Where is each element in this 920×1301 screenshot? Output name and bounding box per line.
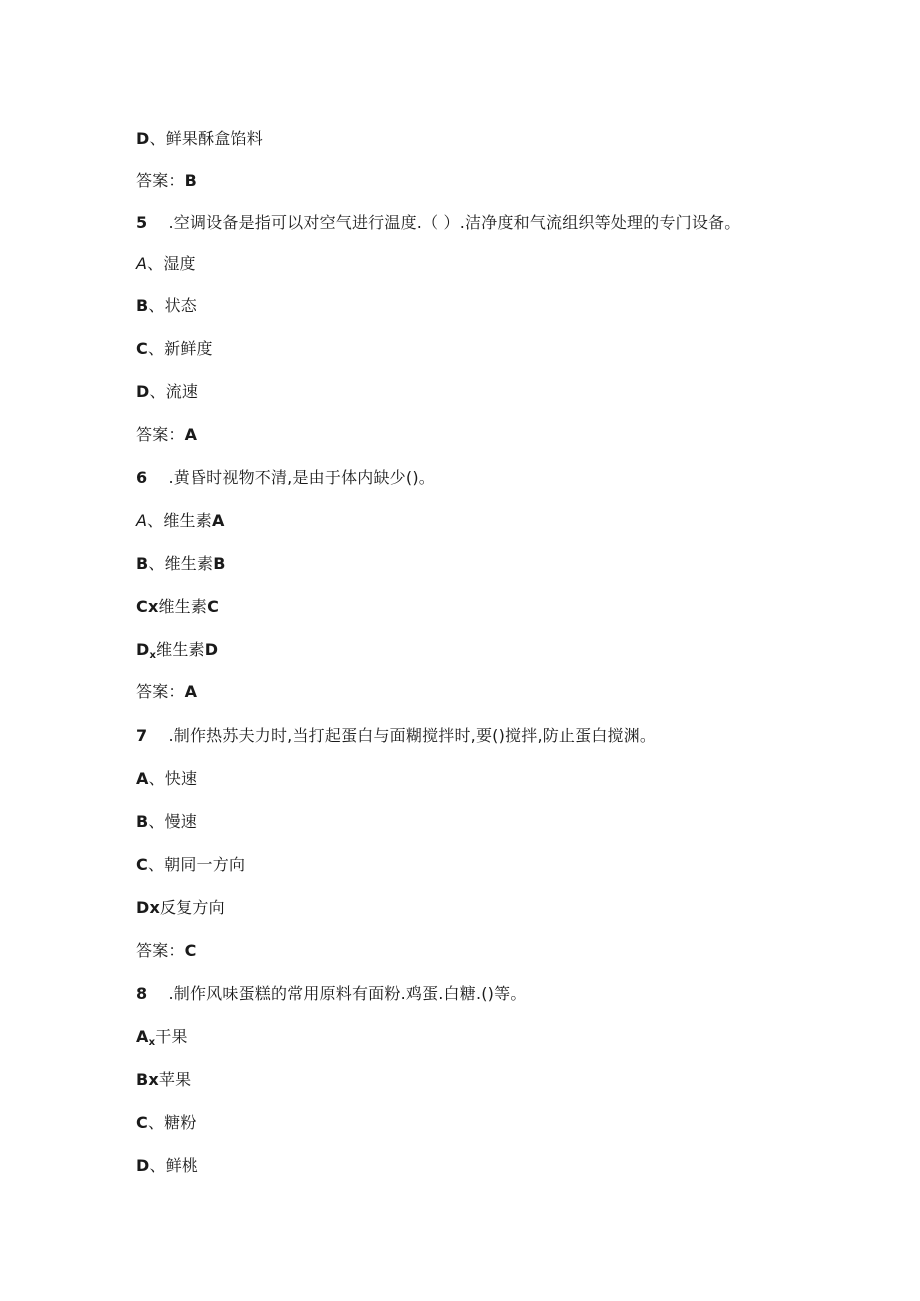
option-c: C、新鲜度: [136, 339, 213, 358]
option-a: $A_x$干果: [136, 1027, 188, 1048]
option-c: C、糖粉: [136, 1113, 197, 1132]
option-b: B、慢速: [136, 812, 198, 831]
option-c: C、朝同一方向: [136, 855, 246, 874]
option-a: A、快速: [136, 769, 198, 788]
option-b: B、状态: [136, 296, 198, 315]
answer-line: 答案：A: [136, 425, 198, 444]
option-d: D、鲜桃: [136, 1156, 199, 1175]
option-b: B、维生素B: [136, 554, 226, 573]
option-a: A、湿度: [136, 254, 196, 273]
option-d: Dx反复方向: [136, 898, 225, 917]
option-d: D、流速: [136, 382, 199, 401]
question-6: 6 .黄昏时视物不清,是由于体内缺少()。: [136, 468, 435, 487]
option-d: $D_x$维生素D: [136, 640, 219, 661]
option-d: D、鲜果酥盒馅料: [136, 129, 263, 148]
answer-line: 答案：C: [136, 941, 197, 960]
answer-line: 答案：A: [136, 682, 198, 701]
question-7: 7 .制作热苏夫力时,当打起蛋白与面糊搅拌时,要()搅拌,防止蛋白搅渊。: [136, 726, 657, 745]
answer-line: 答案：B: [136, 171, 198, 190]
option-c: Cx维生素C: [136, 597, 220, 616]
question-8: 8 .制作风味蛋糕的常用原料有面粉.鸡蛋.白糖.()等。: [136, 984, 527, 1003]
option-a: A、维生素A: [136, 511, 225, 530]
question-5: 5 .空调设备是指可以对空气进行温度.（ ）.洁净度和气流组织等处理的专门设备。: [136, 213, 741, 232]
option-b: Bx苹果: [136, 1070, 192, 1089]
